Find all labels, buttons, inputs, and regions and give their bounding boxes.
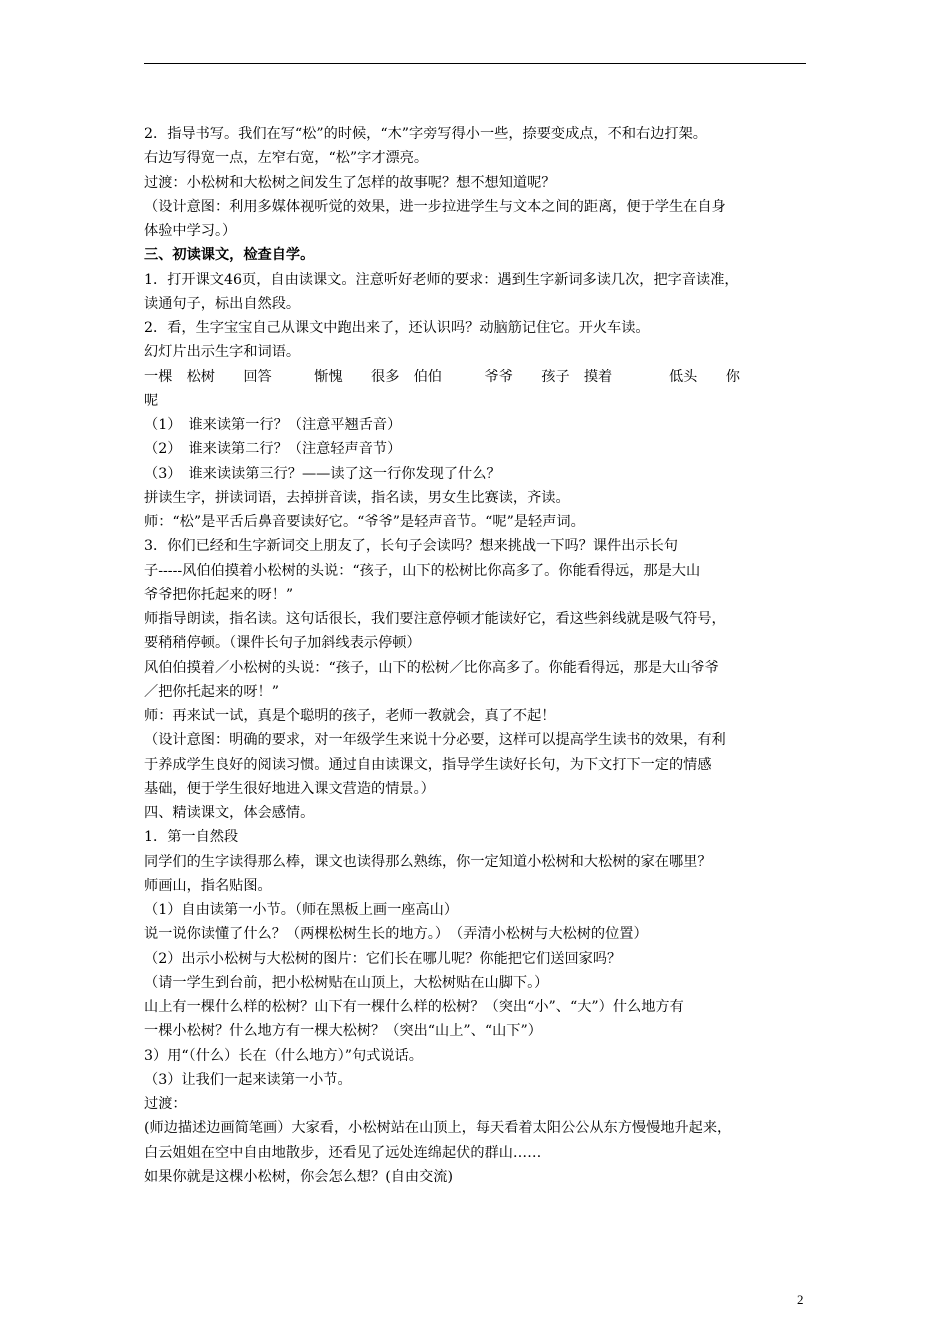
text-line: 1．打开课文46页，自由读课文。注意听好老师的要求：遇到生字新词多读几次，把字音读准， (144, 271, 739, 288)
text-line: （3）让我们一起来读第一小节。 (144, 1071, 352, 1088)
text-line: （请一学生到台前，把小松树贴在山顶上，大松树贴在山脚下。） (144, 974, 549, 991)
text-line: （2） 谁来读第二行？（注意轻声音节） (144, 441, 402, 458)
text-line: （1）自由读第一小节。（师在黑板上画一座高山） (144, 902, 459, 918)
text-line: 基础，便于学生很好地进入课文营造的情景。） (144, 780, 435, 797)
text-line: （设计意图：利用多媒体视听觉的效果，进一步拉进学生与文本之间的距离，便于学生在自身 (144, 198, 726, 215)
text-line: 四、精读课文，体会感情。 (144, 805, 315, 821)
section-heading: 三、初读课文，检查自学。 (144, 247, 315, 264)
page-number: 2 (797, 1292, 804, 1307)
text-line: 要稍稍停顿。（课件长句子加斜线表示停顿） (144, 635, 421, 652)
text-line: 同学们的生字读得那么棒，课文也读得那么熟练，你一定知道小松树和大松树的家在哪里？ (144, 853, 712, 870)
text-line: 说一说你读懂了什么？（两棵松树生长的地方。） （弄清小松树与大松树的位置） (144, 926, 648, 943)
text-line: 1．第一自然段 (144, 829, 239, 846)
text-line: 如果你就是这棵小松树，你会怎么想？(自由交流) (144, 1168, 454, 1185)
text-line: 师画山，指名贴图。 (144, 877, 272, 894)
text-line: (师边描述边画简笔画）大家看，小松树站在山顶上，每天看着太阳公公从东方慢慢地升起来， (144, 1120, 732, 1137)
text-line: （设计意图：明确的要求，对一年级学生来说十分必要，这样可以提高学生读书的效果，有利 (144, 732, 726, 749)
text-line: 子-----风伯伯摸着小松树的头说：“孩子，山下的松树比你高多了。你能看得远，那是大山 (144, 562, 701, 579)
text-line: 右边写得宽一点，左窄右宽，“松”字才漂亮。 (144, 150, 429, 167)
text-line: 2．指导书写。我们在写“松”的时候，“木”字旁写得小一些，捺要变成点，不和右边打架。 (144, 126, 707, 142)
text-line: 读通句子，标出自然段。 (144, 295, 301, 312)
text-line: 师：“松”是平舌后鼻音要读好它。“爷爷”是轻声音节。“呢”是轻声词。 (144, 514, 585, 530)
text-line: 师：再来试一试，真是个聪明的孩子，老师一教就会，真了不起！ (144, 708, 556, 724)
text-line: ／把你托起来的呀！” (144, 683, 279, 700)
text-line: 一棵 松树 回答 惭愧 很多 伯伯 爷爷 孩子 摸着 低头 你 (144, 368, 740, 385)
text-line: 2．看，生字宝宝自己从课文中跑出来了，还认识吗？动脑筋记住它。开火车读。 (144, 320, 650, 336)
text-line: 一棵小松树？什么地方有一棵大松树？（突出“山上”、“山下”） (144, 1023, 542, 1040)
text-line: 3）用“（什么）长在（什么地方）”句式说话。 (144, 1047, 423, 1064)
text-line: 过渡：小松树和大松树之间发生了怎样的故事呢？想不想知道呢？ (144, 174, 556, 191)
text-line: 风伯伯摸着／小松树的头说：“孩子，山下的松树／比你高多了。你能看得远，那是大山爷爷 (144, 659, 719, 676)
document-body (144, 122, 812, 1189)
text-line: 呢 (144, 392, 159, 409)
text-line: 过渡： (144, 1096, 187, 1112)
text-line: 师指导朗读，指名读。这句话很长，我们要注意停顿才能读好它，看这些斜线就是吸气符号， (144, 611, 726, 627)
text-line: 于养成学生良好的阅读习惯。通过自由读课文，指导学生读好长句，为下文打下一定的情感 (144, 756, 712, 773)
text-line: 3．你们已经和生字新词交上朋友了，长句子会读吗？想来挑战一下吗？课件出示长句 (144, 538, 678, 555)
text-line: 爷爷把你托起来的呀！” (144, 586, 294, 603)
text-line: 拼读生字，拼读词语，去掉拼音读，指名读，男女生比赛读，齐读。 (144, 489, 570, 506)
header-rule (144, 63, 806, 64)
text-line: 体验中学习。） (144, 223, 237, 239)
text-line: （2）出示小松树与大松树的图片：它们长在哪儿呢？你能把它们送回家吗？ (144, 950, 622, 967)
text-line: （3） 谁来读读第三行？——读了这一行你发现了什么？ (144, 465, 501, 482)
text-line: 白云姐姐在空中自由地散步，还看见了远处连绵起伏的群山…… (144, 1144, 542, 1161)
text-line: 山上有一棵什么样的松树？山下有一棵什么样的松树？（突出“小”、“大”）什么地方有 (144, 999, 684, 1015)
text-line: （1） 谁来读第一行？（注意平翘舌音） (144, 417, 402, 433)
text-line: 幻灯片出示生字和词语。 (144, 344, 301, 361)
